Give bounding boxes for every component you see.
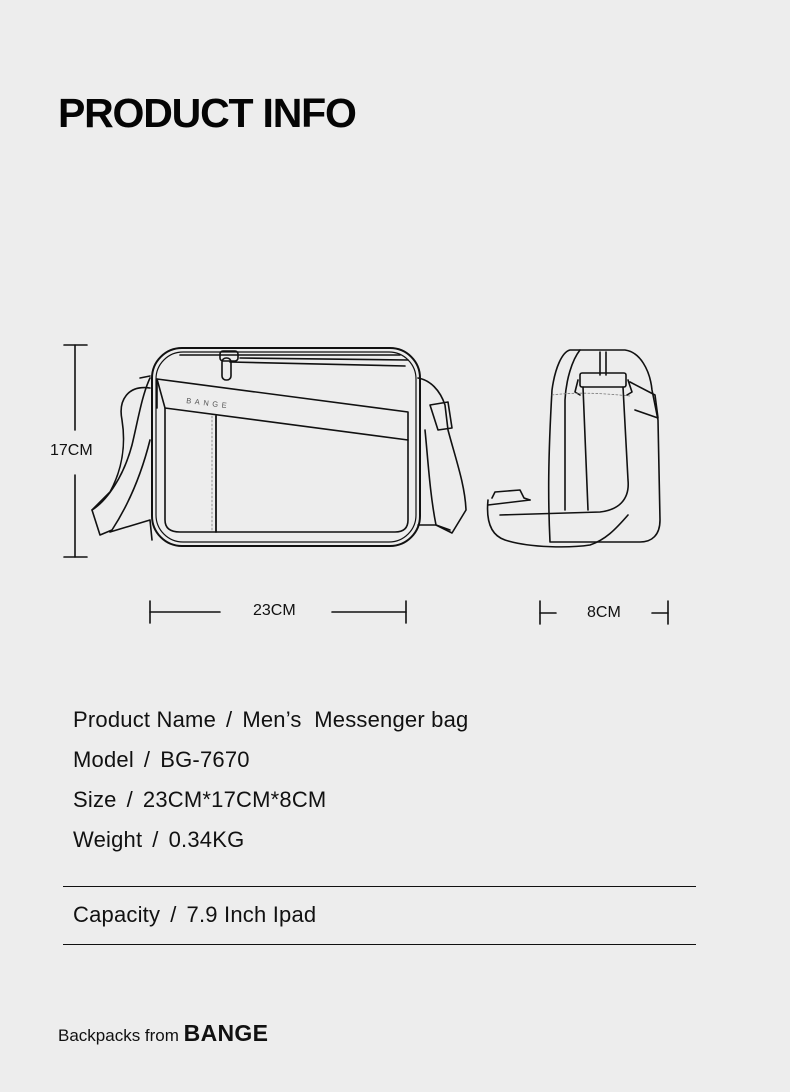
- spec-separator: /: [226, 707, 233, 732]
- spec-label: Capacity: [73, 902, 161, 927]
- spec-row-capacity: [73, 895, 316, 935]
- page-title: PRODUCT INFO: [58, 90, 356, 136]
- bag-line-art: [0, 330, 790, 650]
- spec-label: Weight: [73, 827, 143, 852]
- spec-value: 7.9 Inch Ipad: [186, 902, 317, 927]
- spec-value: Men’s Messenger bag: [242, 707, 469, 732]
- divider-top: [63, 886, 696, 887]
- spec-separator: /: [170, 902, 177, 927]
- spec-separator: /: [126, 787, 133, 812]
- depth-dimension-label: 8CM: [587, 604, 621, 621]
- spec-label: Model: [73, 747, 134, 772]
- spec-label: Product Name: [73, 707, 217, 732]
- brand-print: BANGE: [185, 396, 231, 411]
- spec-row-product-name: [73, 700, 469, 740]
- spec-row-size: [73, 780, 469, 820]
- spec-row-weight: [73, 820, 469, 860]
- height-dimension-label: 17CM: [50, 442, 93, 459]
- side-view: [488, 350, 660, 547]
- footer-prefix: Backpacks from: [58, 1026, 179, 1045]
- divider-bottom: [63, 944, 696, 945]
- spec-list: [73, 700, 469, 860]
- spec-value: BG-7670: [160, 747, 250, 772]
- spec-value: 0.34KG: [168, 827, 245, 852]
- spec-value: 23CM*17CM*8CM: [142, 787, 327, 812]
- footer-brand: BANGE: [183, 1020, 269, 1046]
- spec-row-model: [73, 740, 469, 780]
- front-view: [92, 348, 466, 546]
- footer: [58, 1020, 268, 1047]
- spec-separator: /: [152, 827, 159, 852]
- product-drawing: [0, 330, 790, 650]
- spec-label: Size: [73, 787, 117, 812]
- spec-separator: /: [143, 747, 151, 772]
- width-dimension-label: 23CM: [253, 602, 296, 619]
